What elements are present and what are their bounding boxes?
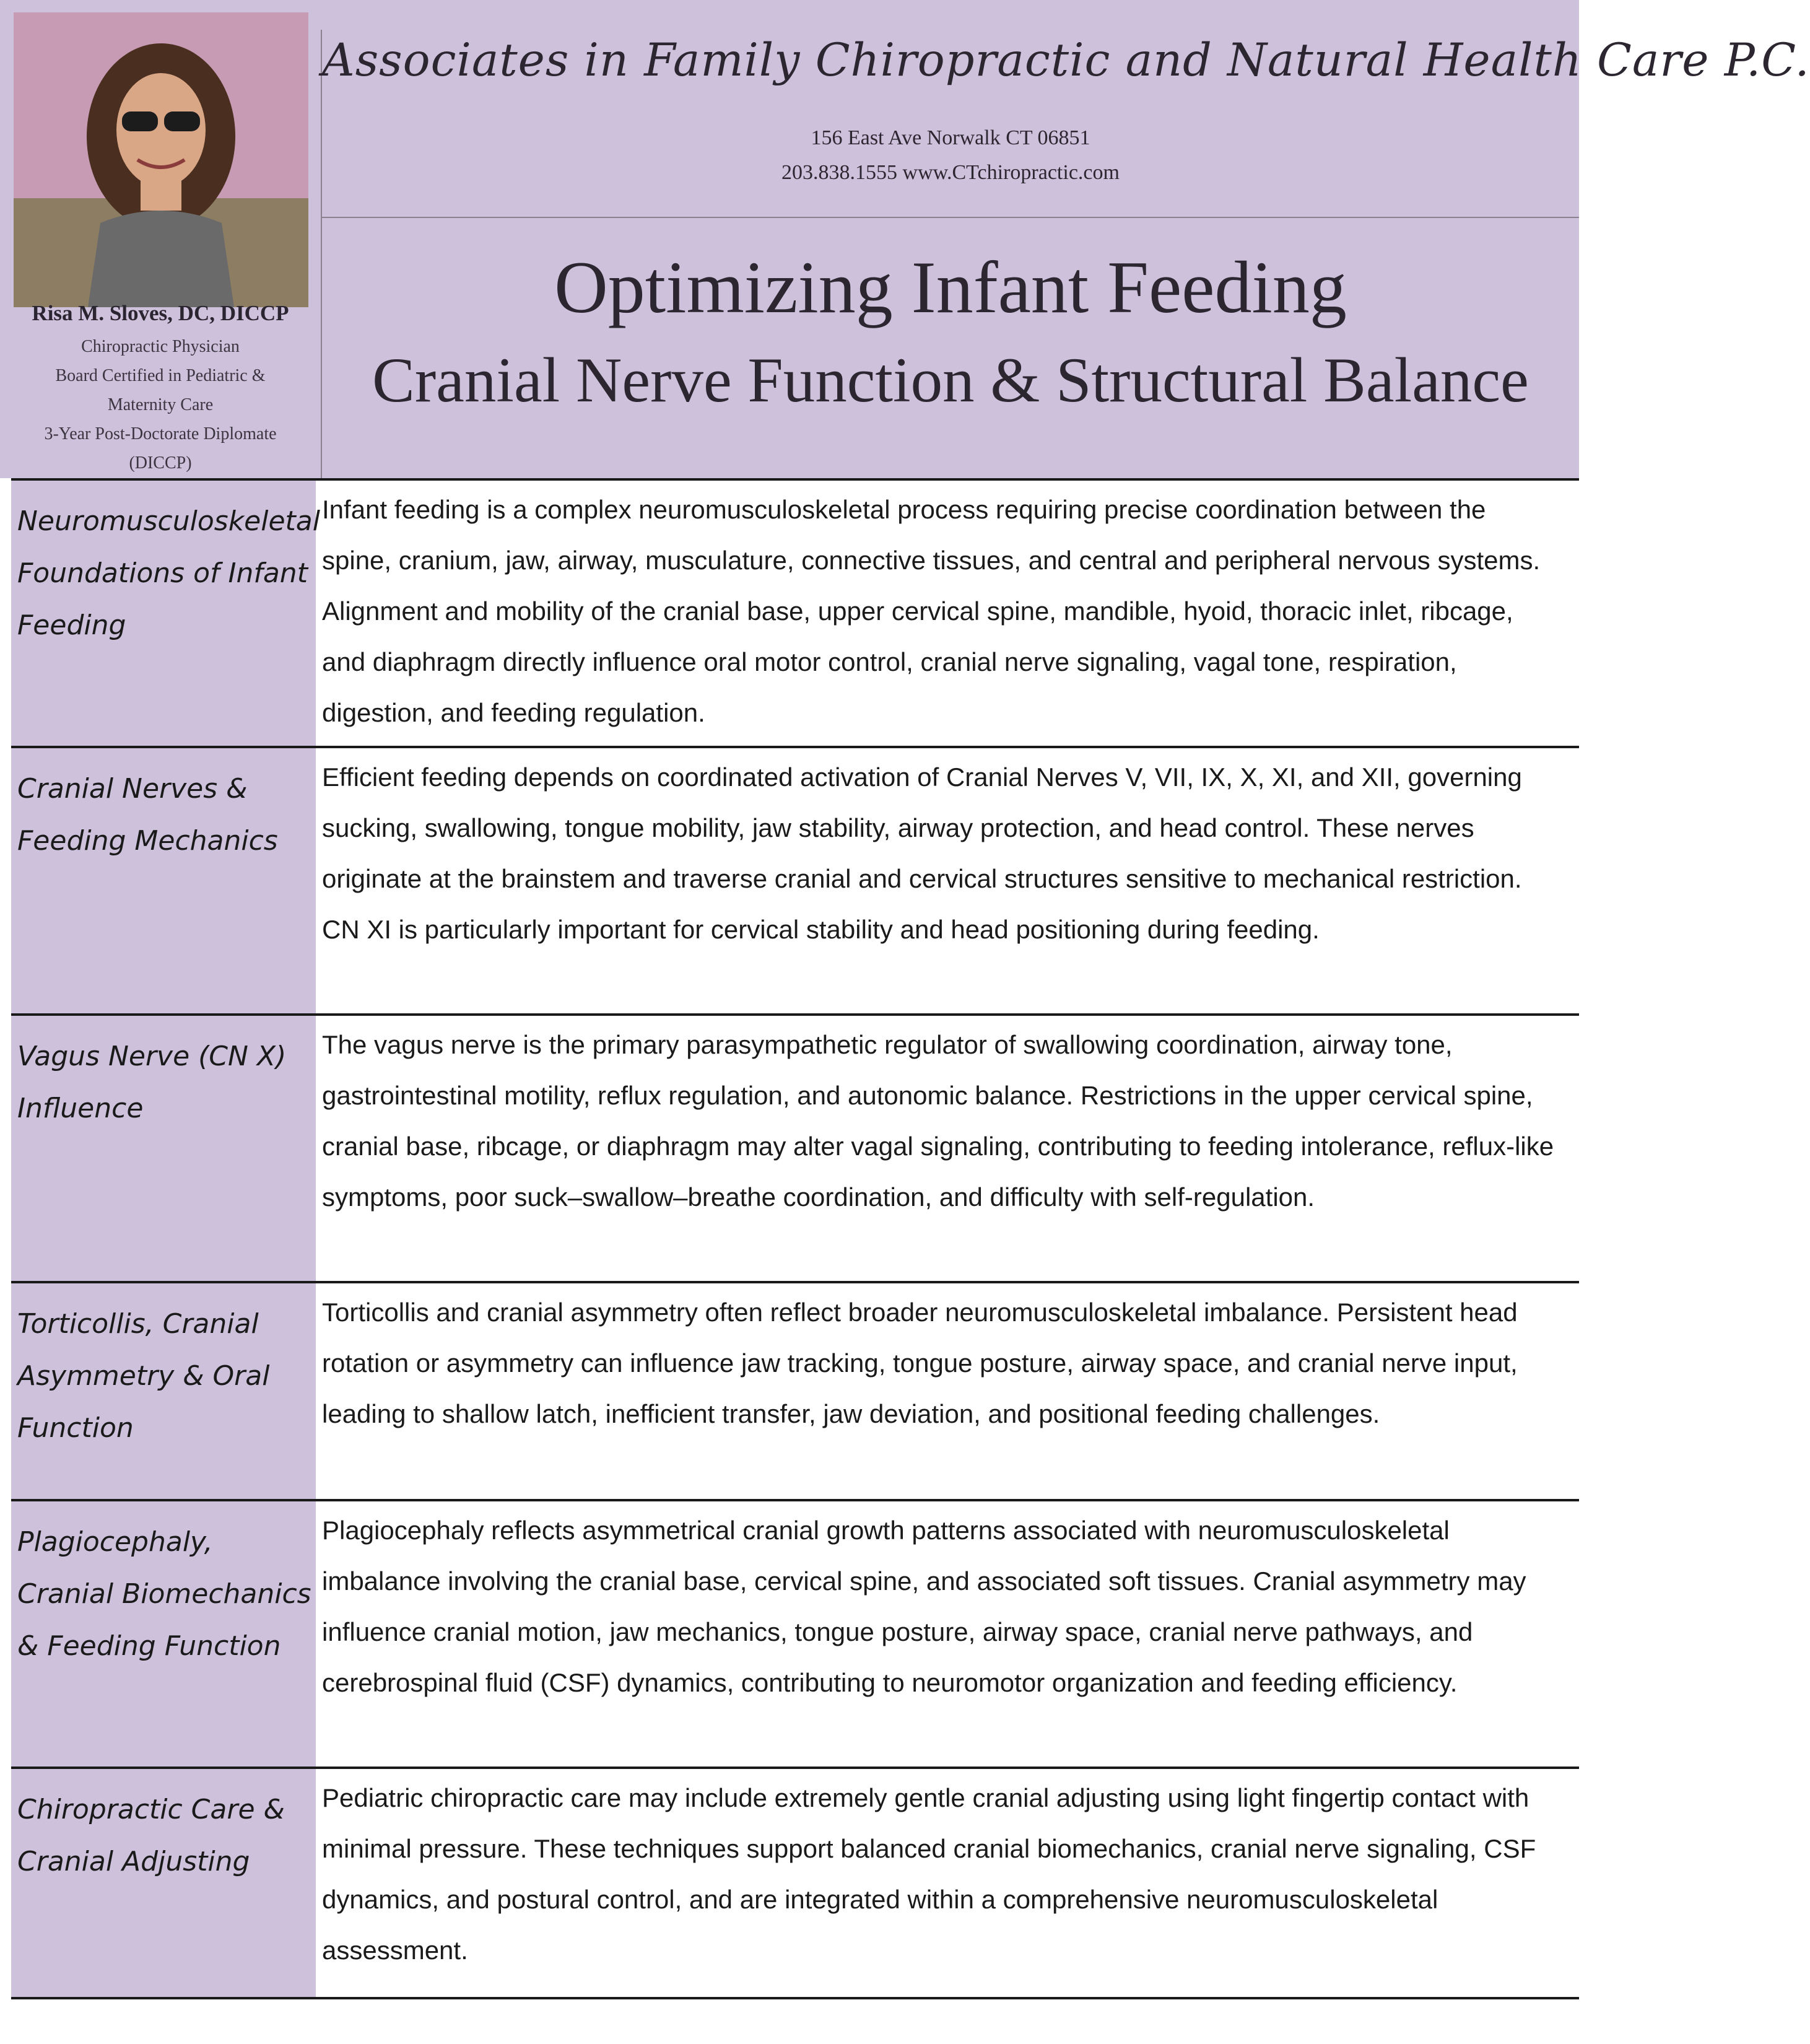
credential-line: Board Certified in Pediatric &: [55, 366, 266, 385]
section-label-panel: [11, 1501, 316, 1769]
section-label-panel: [11, 1016, 316, 1283]
doctor-credentials: [12, 332, 308, 478]
section-vagus-nerve: [11, 1013, 1579, 1283]
section-label-panel: [11, 1283, 316, 1501]
page-title: Optimizing Infant Feeding: [554, 246, 1347, 328]
credential-line: Maternity Care: [107, 395, 214, 414]
page-subtitle: Cranial Nerve Function & Structural Balance: [372, 345, 1529, 416]
section-heading: Torticollis, Cranial Asymmetry & Oral Function: [17, 1308, 270, 1444]
section-cranial-nerves: [11, 746, 1579, 1016]
credential-line: (DICCP): [129, 453, 192, 473]
doctor-panel: [0, 0, 321, 478]
doctor-photo: [14, 12, 308, 307]
practice-name: Associates in Family Chiropractic and Natural Health Care P.C.: [322, 34, 1810, 87]
credential-line: Chiropractic Physician: [81, 337, 240, 356]
section-neuromusculoskeletal: [11, 478, 1579, 748]
section-heading: Plagiocephaly, Cranial Biomechanics & Feeding Function: [17, 1526, 311, 1662]
header: [0, 0, 1810, 478]
section-heading: Neuromusculoskeletal Foundations of Infant Feeding: [17, 505, 320, 641]
portrait-illustration: [14, 12, 308, 307]
credential-line: 3-Year Post-Doctorate Diplomate: [44, 424, 277, 443]
section-chiropractic-care: [11, 1767, 1579, 1999]
section-body: Torticollis and cranial asymmetry often reflect broader neuromusculoskeletal imbalance. Persistent head rotation or asymmetry can influence jaw tracking, tongue posture, airway space, and cranial nerve input, leading to shallow latch, inefficient transfer, jaw deviation, and positional feeding challenges.: [322, 1298, 1518, 1428]
doctor-name: Risa M. Sloves, DC, DICCP: [32, 301, 289, 325]
section-heading: Vagus Nerve (CN X) Influence: [17, 1041, 287, 1124]
bottom-rule: [11, 1997, 1579, 1999]
section-label-panel: [11, 748, 316, 1016]
section-plagiocephaly: [11, 1499, 1579, 1769]
section-label-panel: [11, 1769, 316, 1999]
practice-address: 156 East Ave Norwalk CT 06851: [811, 126, 1090, 149]
section-body: Plagiocephaly reflects asymmetrical cranial growth patterns associated with neuromusculoskeletal imbalance involving the cranial base, cervical spine, and associated soft tissues. Cranial asymmetry may influence cranial motion, jaw mechanics, tongue posture, airway space, cranial nerve pathways, and cerebrospinal fluid (CSF) dynamics, contributing to neuromotor organization and feeding efficiency.: [322, 1516, 1526, 1697]
section-body: Infant feeding is a complex neuromusculoskeletal process requiring precise coordination between the spine, cranium, jaw, airway, musculature, connective tissues, and central and peripheral nervous systems. Alignment and mobility of the cranial base, upper cervical spine, mandible, hyoid, thoracic inlet, ribcage, and diaphragm directly influence oral motor control, cranial nerve signaling, vagal tone, respiration, digestion, and feeding regulation.: [322, 495, 1541, 727]
header-divider-horizontal: [322, 217, 1579, 218]
section-body: Efficient feeding depends on coordinated activation of Cranial Nerves V, VII, IX, X, XI, and XII, governing sucking, swallowing, tongue mobility, jaw stability, airway protection, and head control. These nerves originate at the brainstem and traverse cranial and cervical structures sensitive to mechanical restriction. CN XI is particularly important for cervical stability and head positioning during feeding.: [322, 762, 1522, 944]
section-heading: Chiropractic Care & Cranial Adjusting: [17, 1794, 285, 1877]
section-body: The vagus nerve is the primary parasympathetic regulator of swallowing coordination, airway tone, gastrointestinal motility, reflux regulation, and autonomic balance. Restrictions in the upper cervical spine, cranial base, ribcage, or diaphragm may alter vagal signaling, contributing to feeding intolerance, reflux-like symptoms, poor suck–swallow–breathe coordination, and difficulty with self-regulation.: [322, 1030, 1554, 1212]
section-heading: Cranial Nerves & Feeding Mechanics: [17, 773, 278, 857]
section-body: Pediatric chiropractic care may include extremely gentle cranial adjusting using light fingertip contact with minimal pressure. These techniques support balanced cranial biomechanics, cranial nerve signaling, CSF dynamics, and postural control, and are integrated within a comprehensive neuromusculoskeletal assessment.: [322, 1783, 1536, 1965]
section-label-panel: [11, 481, 320, 748]
practice-contact: 203.838.1555 www.CTchiropractic.com: [781, 161, 1120, 184]
section-torticollis: [11, 1281, 1579, 1501]
